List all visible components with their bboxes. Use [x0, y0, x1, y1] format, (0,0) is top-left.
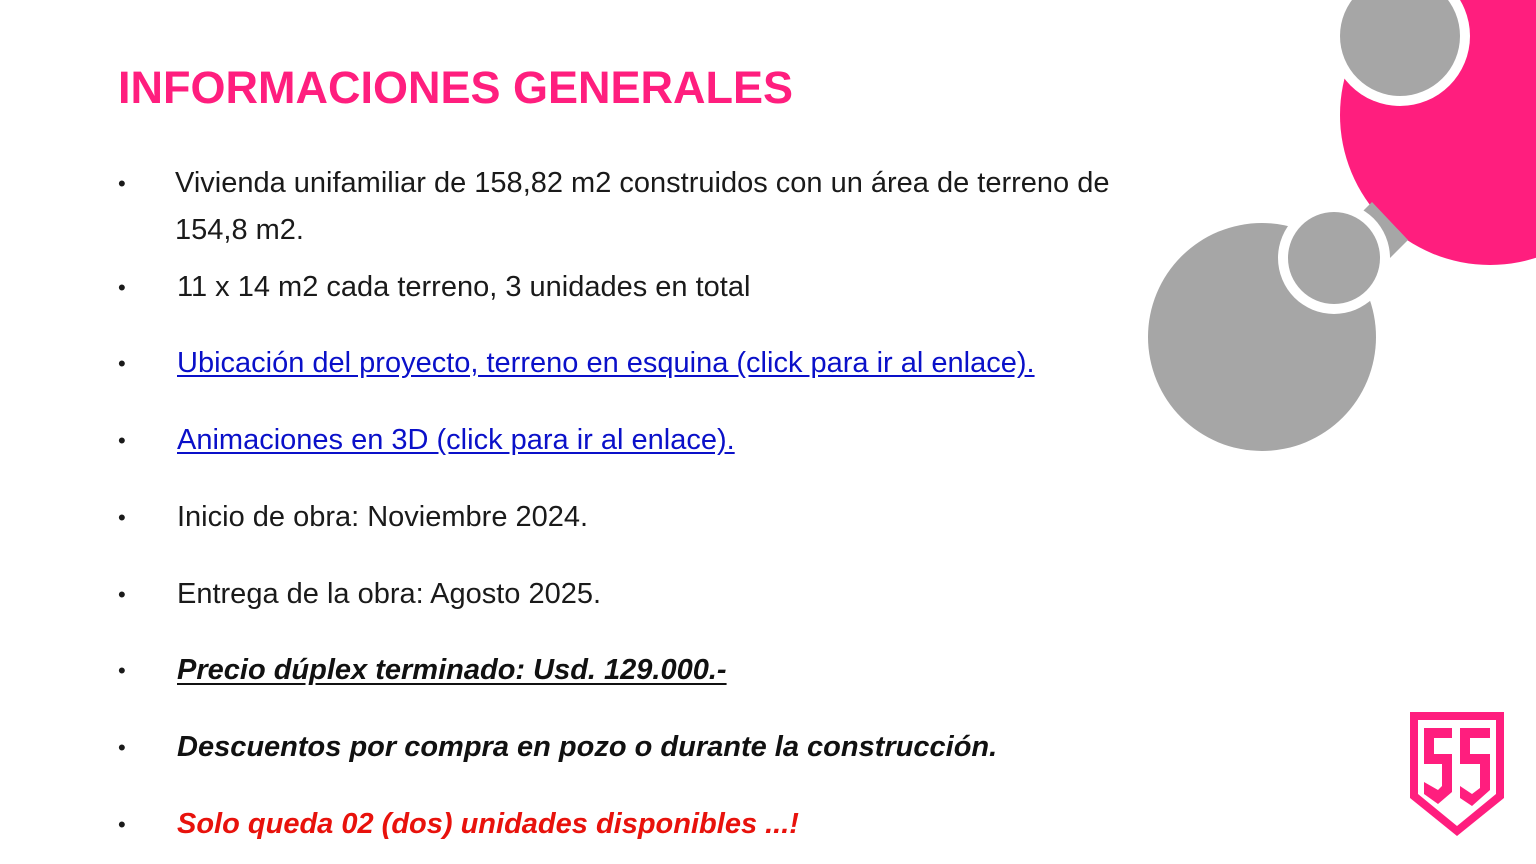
- bullet-marker: •: [118, 658, 126, 683]
- bullet-item-lots: [118, 264, 1178, 311]
- location-link[interactable]: Ubicación del proyecto, terreno en esquina (click para ir al enlace).: [177, 347, 1035, 379]
- bullet-marker: •: [118, 582, 126, 607]
- bullet-marker: •: [118, 171, 126, 196]
- bullet-text: Vivienda unifamiliar de 158,82 m2 construidos con un área de terreno de 154,8 m2.: [175, 167, 1110, 246]
- availability-alert-text: Solo queda 02 (dos) unidades disponibles ...!: [177, 808, 799, 840]
- bullet-marker: •: [118, 275, 126, 300]
- bullet-item-start-date: [118, 494, 1178, 541]
- bullet-item-delivery-date: [118, 571, 1178, 618]
- price-text: Precio dúplex terminado: Usd. 129.000.-: [177, 654, 727, 686]
- bullet-marker: •: [118, 735, 126, 760]
- brand-logo-5s-shield-icon: [1408, 710, 1506, 838]
- bullet-item-animation-link: [118, 417, 1178, 464]
- animations-3d-link[interactable]: Animaciones en 3D (click para ir al enlace).: [177, 424, 735, 456]
- bullet-marker: •: [118, 505, 126, 530]
- bullet-marker: •: [118, 351, 126, 376]
- slide-title: INFORMACIONES GENERALES: [118, 62, 794, 113]
- bullet-text: Entrega de la obra: Agosto 2025.: [177, 578, 602, 610]
- bullet-text: 11 x 14 m2 cada terreno, 3 unidades en total: [177, 271, 751, 303]
- bullet-item-price: [118, 647, 1178, 694]
- bullet-marker: •: [118, 812, 126, 837]
- bullet-marker: •: [118, 428, 126, 453]
- bullet-item-availability: [118, 801, 1178, 848]
- small-gray-circle: [1288, 212, 1380, 304]
- discounts-text: Descuentos por compra en pozo o durante la construcción.: [177, 731, 998, 763]
- bullet-item-discounts: [118, 724, 1178, 771]
- bullet-item-location-link: [118, 340, 1178, 387]
- bullet-text: Inicio de obra: Noviembre 2024.: [177, 501, 589, 533]
- bullet-item-area: [118, 160, 1178, 254]
